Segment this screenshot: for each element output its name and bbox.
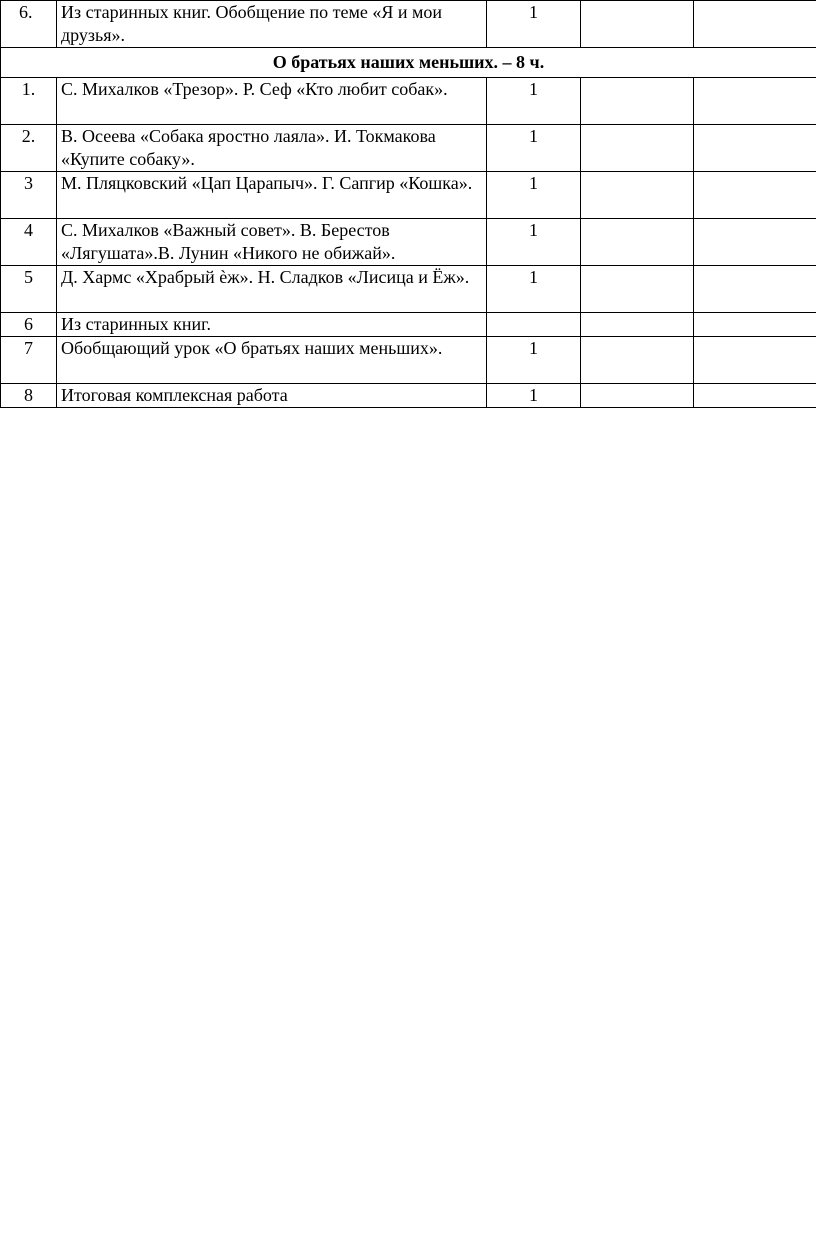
lesson-number: 1. — [1, 78, 57, 125]
table-row — [1, 313, 816, 337]
table-row — [1, 78, 816, 125]
actual-date-cell — [694, 337, 816, 384]
plan-date-cell — [581, 172, 694, 219]
plan-date-cell — [581, 78, 694, 125]
section-title: О братьях наших меньших. – 8 ч. — [1, 48, 816, 78]
plan-date-cell — [581, 219, 694, 266]
lesson-plan-table — [0, 0, 816, 408]
lesson-number: 4 — [1, 219, 57, 266]
section-header-row — [1, 48, 816, 78]
lesson-number: 2. — [1, 125, 57, 172]
lesson-title: В. Осеева «Собака яростно лаяла». И. Токмакова «Купите собаку». — [57, 125, 487, 172]
plan-date-cell — [581, 266, 694, 313]
actual-date-cell — [694, 384, 816, 408]
lesson-title: Из старинных книг. Обобщение по теме «Я и мои друзья». — [57, 1, 487, 48]
lesson-number: 5 — [1, 266, 57, 313]
table-row — [1, 125, 816, 172]
lesson-hours: 1 — [487, 78, 581, 125]
lesson-number: 7 — [1, 337, 57, 384]
lesson-hours: 1 — [487, 266, 581, 313]
lesson-hours — [487, 313, 581, 337]
actual-date-cell — [694, 125, 816, 172]
table-row — [1, 219, 816, 266]
lesson-hours: 1 — [487, 125, 581, 172]
lesson-hours: 1 — [487, 1, 581, 48]
lesson-title: М. Пляцковский «Цап Царапыч». Г. Сапгир «Кошка». — [57, 172, 487, 219]
lesson-title: Обобщающий урок «О братьях наших меньших». — [57, 337, 487, 384]
lesson-hours: 1 — [487, 219, 581, 266]
table-row — [1, 172, 816, 219]
plan-date-cell — [581, 313, 694, 337]
lesson-title: С. Михалков «Трезор». Р. Сеф «Кто любит собак». — [57, 78, 487, 125]
lesson-number: 6. — [1, 1, 57, 48]
actual-date-cell — [694, 1, 816, 48]
lesson-number: 6 — [1, 313, 57, 337]
plan-date-cell — [581, 384, 694, 408]
table-row — [1, 384, 816, 408]
lesson-title: С. Михалков «Важный совет». В. Берестов «Лягушата».В. Лунин «Никого не обижай». — [57, 219, 487, 266]
plan-date-cell — [581, 125, 694, 172]
table-row — [1, 337, 816, 384]
actual-date-cell — [694, 78, 816, 125]
actual-date-cell — [694, 219, 816, 266]
table-row — [1, 1, 816, 48]
lesson-hours: 1 — [487, 384, 581, 408]
actual-date-cell — [694, 313, 816, 337]
actual-date-cell — [694, 172, 816, 219]
lesson-number: 3 — [1, 172, 57, 219]
lesson-title: Итоговая комплексная работа — [57, 384, 487, 408]
lesson-number: 8 — [1, 384, 57, 408]
actual-date-cell — [694, 266, 816, 313]
lesson-title: Из старинных книг. — [57, 313, 487, 337]
lesson-title: Д. Хармс «Храбрый ѐж». Н. Сладков «Лисица и Ёж». — [57, 266, 487, 313]
table-row — [1, 266, 816, 313]
plan-date-cell — [581, 337, 694, 384]
lesson-hours: 1 — [487, 337, 581, 384]
plan-date-cell — [581, 1, 694, 48]
lesson-hours: 1 — [487, 172, 581, 219]
